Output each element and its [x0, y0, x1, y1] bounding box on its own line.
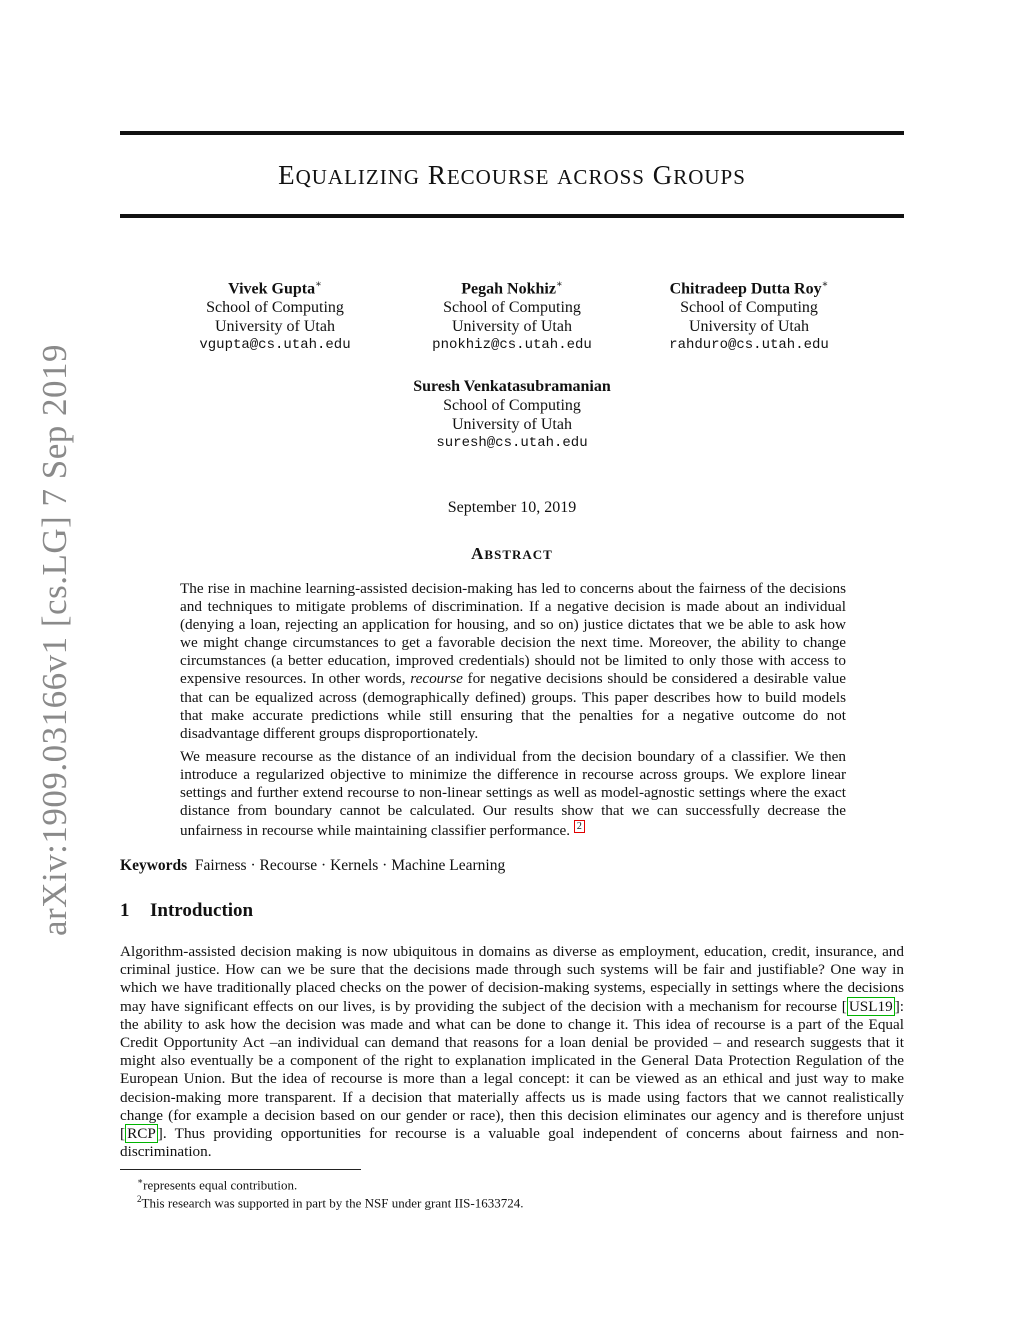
abstract-heading: ABSTRACT [471, 544, 553, 563]
author-email[interactable]: rahduro@cs.utah.edu [669, 337, 829, 354]
author-univ: University of Utah [452, 416, 572, 433]
author-email[interactable]: pnokhiz@cs.utah.edu [432, 337, 592, 354]
footnote-ref-link[interactable]: 2 [574, 820, 585, 833]
title-word-1-initial: E [278, 160, 296, 190]
author-block [397, 377, 627, 453]
paper-date: September 10, 2019 [447, 499, 577, 516]
author-dept: School of Computing [443, 299, 581, 317]
title-word-2-rest: ECOURSE [446, 165, 550, 189]
footnote: ∗represents equal contribution. [137, 1176, 298, 1193]
author-email[interactable]: suresh@cs.utah.edu [436, 435, 588, 451]
author-dept: School of Computing [206, 299, 344, 317]
citation-link[interactable]: RCP [127, 1125, 156, 1143]
author-dept: School of Computing [680, 299, 818, 317]
abstract-paragraph: We measure recourse as the distance of an individual from the decision boundary of a classifier. We then introduce a regularized objective to minimize the difference in recourse across groups. We explore linear settings and further extend recourse to non-linear settings as well as model-agnostic settings where the exact distance from boundary cannot be calculated. Our results show that we can successfully decrease the unfairness in recourse while maintaining classifier performance. 2 [180, 747, 846, 840]
author-name: Suresh Venkatasubramanian [413, 378, 611, 395]
keywords-text: Fairness · Recourse · Kernels · Machine Learning [194, 857, 506, 874]
title-rule-bottom [120, 214, 904, 218]
paper-title [120, 160, 904, 191]
title-rule-top [120, 131, 904, 135]
footnote: $^2$This research was supported in part by the NSF under grant IIS-1633724. [137, 1194, 524, 1211]
title-word-4-initial: G [652, 160, 674, 190]
author-univ: University of Utah [215, 318, 335, 336]
author-dept: School of Computing [443, 397, 581, 414]
citation-link[interactable]: USL19 [848, 997, 893, 1015]
author-name: Vivek Gupta∗ [228, 279, 322, 298]
author-univ: University of Utah [452, 318, 572, 336]
title-word-3: ACROSS [557, 165, 645, 189]
title-word-4-rest: ROUPS [673, 165, 746, 189]
author-email[interactable]: vgupta@cs.utah.edu [199, 337, 351, 354]
author-name: Pegah Nokhiz∗ [461, 279, 563, 298]
footnote-divider [120, 1169, 361, 1170]
abstract-body [180, 580, 846, 845]
title-word-2-initial: R [427, 160, 447, 190]
section-heading: 1 Introduction [120, 900, 254, 921]
title-word-1-rest: QUALIZING [295, 165, 421, 189]
author-block [634, 275, 864, 355]
keywords-label: Keywords [120, 857, 188, 874]
author-univ: University of Utah [689, 318, 809, 336]
author-block [397, 275, 627, 355]
abstract-paragraph: The rise in machine learning-assisted decision-making has led to concerns about the fairness of the decisions and techniques to mitigate problems of discrimination. If a negative decision is made about an individual (denying a loan, rejecting an application for housing, and so on) justice dictates that we be able to ask how we might change circumstances to get a favorable decision the next time. Moreover, the ability to change circumstances (a better education, improved credentials) should not be limited to only those with access to expensive resources. In other words, recourse for negative decisions should be considered a desirable value that can be equalized across (demographically defined) groups. This paper describes how to build models that make accurate predictions while still ensuring that the penalties for a negative outcome do not disadvantage different groups disproportionately. [180, 580, 846, 742]
authors-row [160, 275, 864, 355]
author-name: Chitradeep Dutta Roy∗ [669, 279, 829, 298]
arxiv-stamp: arXiv:1909.03166v1 [cs.LG] 7 Sep 2019 [35, 343, 74, 937]
keywords [120, 857, 904, 875]
intro-paragraph: Algorithm-assisted decision making is now ubiquitous in domains as diverse as employment, education, credit, insurance, and criminal justice. How can we be sure that the decisions made through such systems will be fair and justifiable? One way in which we have traditionally placed checks on the power of decision-making systems, especially in settings where the decisions may have significant effects on our lives, is by providing the subject of the decision with a mechanism for recourse [ USL19 ]: the ability to ask how the decision was made and what can be done to change it. This idea of recourse is a part of the Equal Credit Opportunity Act –an individual can demand that reasons for a loan denial be provided – and research suggests that it might also eventually be a component of the right to explanation implicated in the General Data Protection Regulation of the European Union. But the idea of recourse is more than a legal concept: it can be viewed as an ethical and just way to make decision-making more transparent. If a decision that materially affects us is made using factors that we cannot realistically change (for example a decision based on our gender or race), then this decision eliminates our agency and is therefore unjust [ RCP ]. Thus providing opportunities for recourse is a valuable goal independent of concerns about fairness and non-discrimination. [120, 943, 904, 1161]
author-block [160, 275, 390, 355]
